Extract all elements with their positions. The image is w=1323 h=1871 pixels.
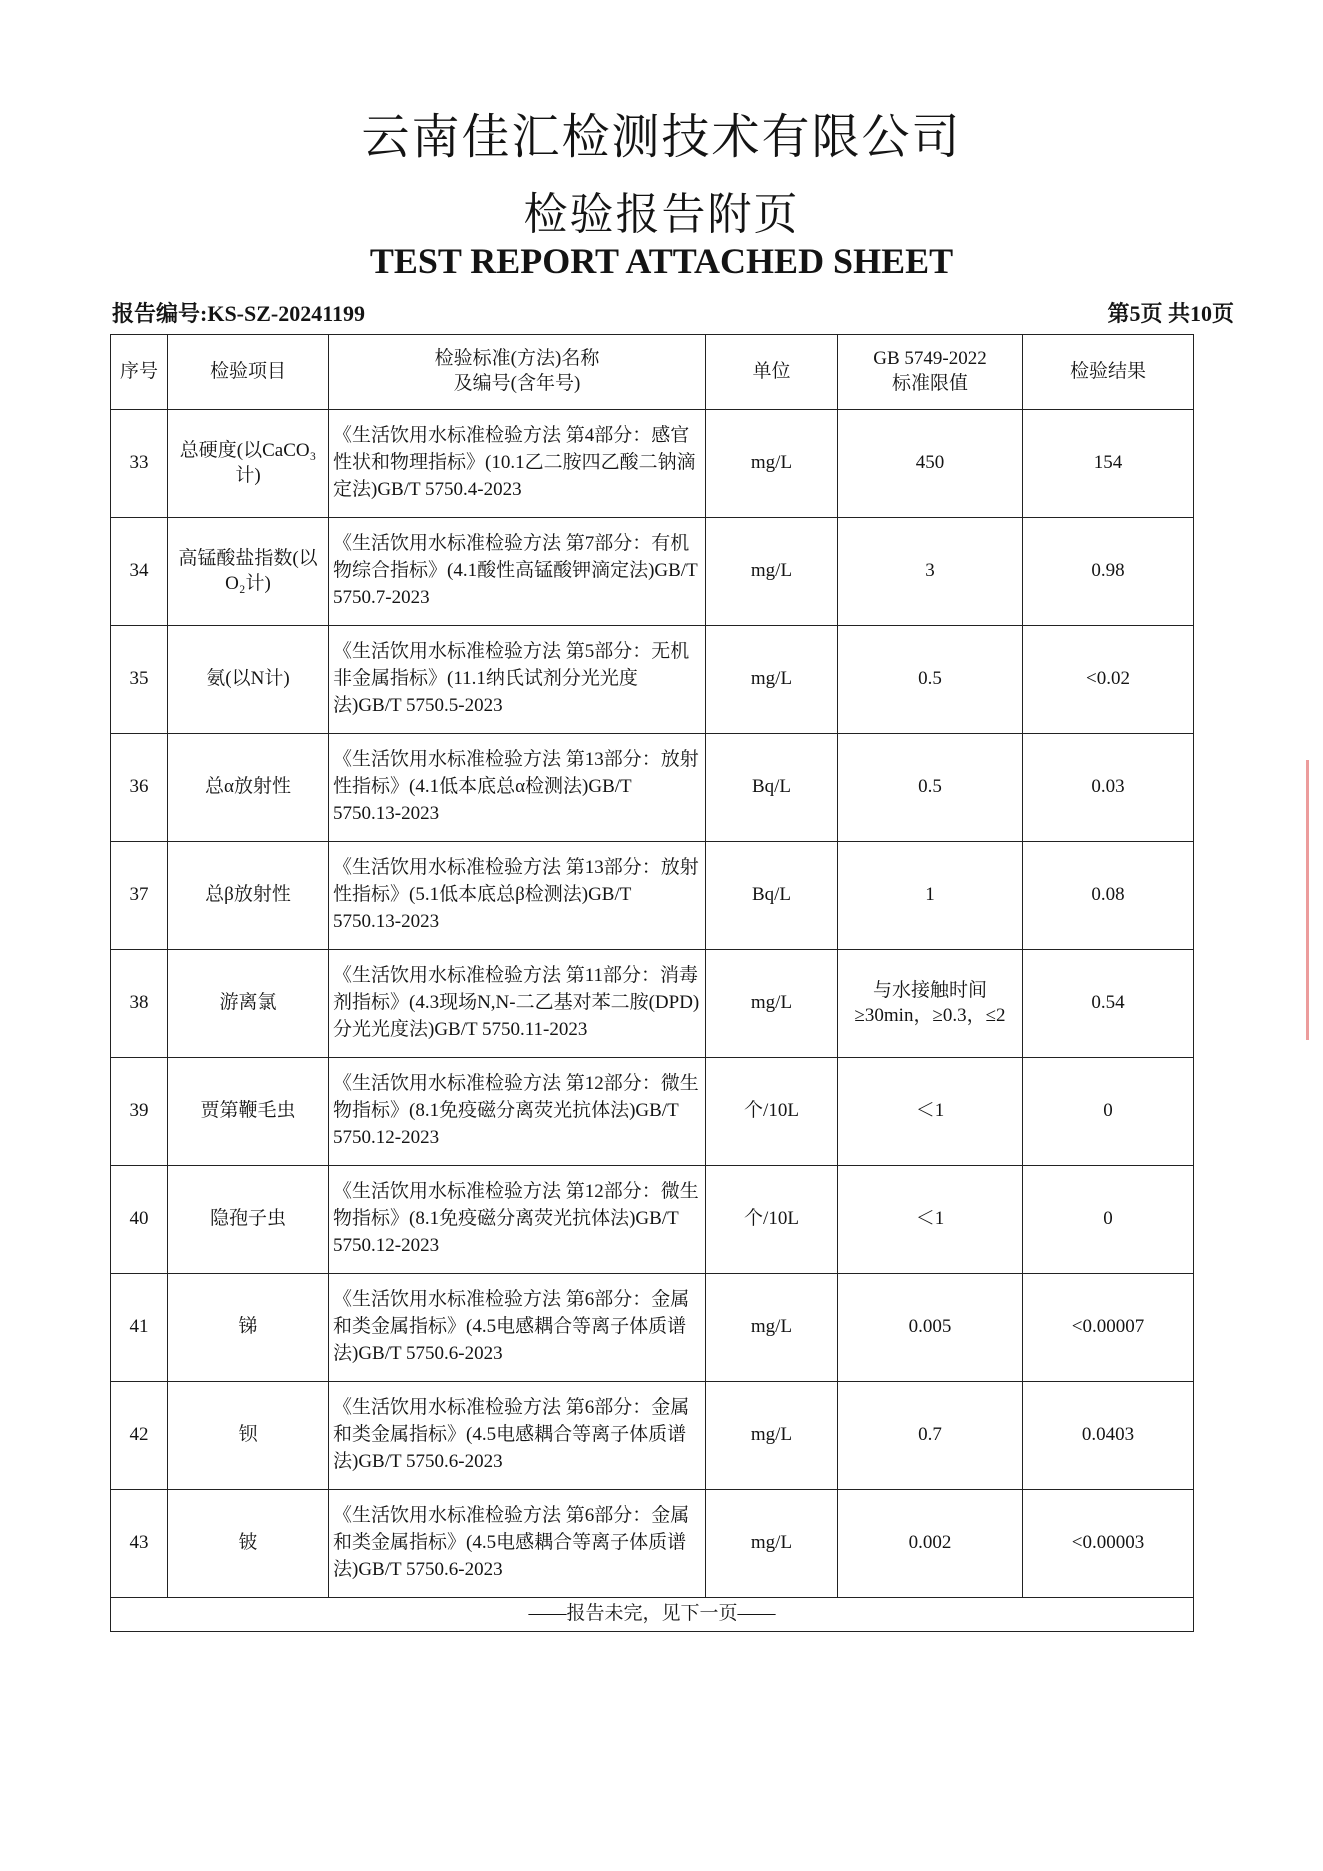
report-number: 报告编号:KS-SZ-20241199 [112, 301, 366, 326]
cell-limit: ＜1 [838, 1166, 1023, 1274]
cell-limit: 0.005 [838, 1274, 1023, 1382]
table-row [111, 410, 1194, 518]
header-item: 检验项目 [168, 335, 329, 410]
cell-limit: 0.7 [838, 1382, 1023, 1490]
cell-item: 钡 [168, 1382, 329, 1490]
cell-limit: 3 [838, 518, 1023, 626]
continuation-note: ——报告未完，见下一页—— [111, 1598, 1194, 1632]
seal-stamp-fragment [1306, 760, 1323, 1040]
table-row [111, 626, 1194, 734]
table-row [111, 1490, 1194, 1598]
cell-item: 高锰酸盐指数(以O₂计) [168, 518, 329, 626]
header-standard-line2: 及编号(含年号) [453, 373, 581, 394]
cell-result: 0.0403 [1023, 1382, 1194, 1490]
cell-result: 0 [1023, 1058, 1194, 1166]
header-result: 检验结果 [1023, 335, 1194, 410]
cell-standard: 《生活饮用水标准检验方法 第6部分：金属和类金属指标》(4.5电感耦合等离子体质谱法)GB/T 5750.6-2023 [329, 1382, 706, 1490]
cell-unit: mg/L [706, 518, 838, 626]
report-meta [112, 297, 1234, 328]
cell-standard: 《生活饮用水标准检验方法 第13部分：放射性指标》(4.1低本底总α检测法)GB/T 5750.13-2023 [329, 734, 706, 842]
cell-seq: 41 [111, 1274, 168, 1382]
table-row [111, 1274, 1194, 1382]
header-standard-line1: 检验标准(方法)名称 [434, 348, 600, 370]
cell-result: 0.98 [1023, 518, 1194, 626]
cell-result: 0.08 [1023, 842, 1194, 950]
cell-unit: mg/L [706, 1274, 838, 1382]
table-row [111, 734, 1194, 842]
cell-standard: 《生活饮用水标准检验方法 第12部分：微生物指标》(8.1免疫磁分离荧光抗体法)GB/T 5750.12-2023 [329, 1166, 706, 1274]
cell-item: 总α放射性 [168, 734, 329, 842]
cell-result: <0.00003 [1023, 1490, 1194, 1598]
cell-unit: mg/L [706, 1490, 838, 1598]
header-unit: 单位 [706, 335, 838, 410]
results-table [110, 334, 1194, 1632]
cell-unit: Bq/L [706, 734, 838, 842]
cell-item: 铍 [168, 1490, 329, 1598]
table-row [111, 950, 1194, 1058]
cell-unit: mg/L [706, 950, 838, 1058]
table-row [111, 518, 1194, 626]
cell-item: 锑 [168, 1274, 329, 1382]
header-standard [329, 335, 706, 410]
cell-item: 贾第鞭毛虫 [168, 1058, 329, 1166]
cell-seq: 43 [111, 1490, 168, 1598]
cell-seq: 39 [111, 1058, 168, 1166]
header-limit [838, 335, 1023, 410]
english-title: TEST REPORT ATTACHED SHEET [369, 241, 954, 281]
cell-unit: mg/L [706, 1382, 838, 1490]
cell-seq: 42 [111, 1382, 168, 1490]
cell-unit: mg/L [706, 410, 838, 518]
cell-seq: 40 [111, 1166, 168, 1274]
header-limit-line2: 标准限值 [891, 373, 968, 394]
cell-seq: 38 [111, 950, 168, 1058]
cell-standard: 《生活饮用水标准检验方法 第5部分：无机非金属指标》(11.1纳氏试剂分光光度法)GB/T 5750.5-2023 [329, 626, 706, 734]
cell-item: 游离氯 [168, 950, 329, 1058]
cell-result: 0 [1023, 1166, 1194, 1274]
table-footer-row [111, 1598, 1194, 1632]
cell-item: 氨(以N计) [168, 626, 329, 734]
table-row [111, 1166, 1194, 1274]
cell-unit: 个/10L [706, 1166, 838, 1274]
cell-standard: 《生活饮用水标准检验方法 第6部分：金属和类金属指标》(4.5电感耦合等离子体质谱法)GB/T 5750.6-2023 [329, 1274, 706, 1382]
cell-standard: 《生活饮用水标准检验方法 第4部分：感官性状和物理指标》(10.1乙二胺四乙酸二钠滴定法)GB/T 5750.4-2023 [329, 410, 706, 518]
cell-result: 0.03 [1023, 734, 1194, 842]
cell-unit: Bq/L [706, 842, 838, 950]
cell-limit: 450 [838, 410, 1023, 518]
cell-limit: 0.5 [838, 734, 1023, 842]
cell-seq: 37 [111, 842, 168, 950]
cell-result: 154 [1023, 410, 1194, 518]
cell-seq: 34 [111, 518, 168, 626]
cell-seq: 36 [111, 734, 168, 842]
cell-unit: mg/L [706, 626, 838, 734]
table-row [111, 1058, 1194, 1166]
cell-standard: 《生活饮用水标准检验方法 第13部分：放射性指标》(5.1低本底总β检测法)GB/T 5750.13-2023 [329, 842, 706, 950]
cell-unit: 个/10L [706, 1058, 838, 1166]
header-limit-line1: GB 5749-2022 [873, 348, 987, 370]
cell-result: 0.54 [1023, 950, 1194, 1058]
cell-result: <0.00007 [1023, 1274, 1194, 1382]
cell-seq: 33 [111, 410, 168, 518]
table-row [111, 1382, 1194, 1490]
report-subtitle: 检验报告附页 [523, 189, 800, 240]
cell-item: 隐孢子虫 [168, 1166, 329, 1274]
cell-limit: 1 [838, 842, 1023, 950]
table-row [111, 842, 1194, 950]
cell-limit: 0.5 [838, 626, 1023, 734]
table-header-row [111, 335, 1194, 410]
page-indicator: 第5页 共10页 [1107, 301, 1234, 326]
header-seq: 序号 [111, 335, 168, 410]
cell-standard: 《生活饮用水标准检验方法 第12部分：微生物指标》(8.1免疫磁分离荧光抗体法)GB/T 5750.12-2023 [329, 1058, 706, 1166]
cell-item: 总硬度(以CaCO₃计) [168, 410, 329, 518]
cell-standard: 《生活饮用水标准检验方法 第11部分：消毒剂指标》(4.3现场N,N-二乙基对苯二胺(DPD)分光光度法)GB/T 5750.11-2023 [329, 950, 706, 1058]
cell-standard: 《生活饮用水标准检验方法 第6部分：金属和类金属指标》(4.5电感耦合等离子体质谱法)GB/T 5750.6-2023 [329, 1490, 706, 1598]
company-name: 云南佳汇检测技术有限公司 [361, 109, 962, 165]
cell-limit: ＜1 [838, 1058, 1023, 1166]
cell-limit: 0.002 [838, 1490, 1023, 1598]
cell-result: <0.02 [1023, 626, 1194, 734]
cell-seq: 35 [111, 626, 168, 734]
cell-standard: 《生活饮用水标准检验方法 第7部分：有机物综合指标》(4.1酸性高锰酸钾滴定法)GB/T 5750.7-2023 [329, 518, 706, 626]
cell-limit: 与水接触时间≥30min，≥0.3，≤2 [838, 950, 1023, 1058]
cell-item: 总β放射性 [168, 842, 329, 950]
